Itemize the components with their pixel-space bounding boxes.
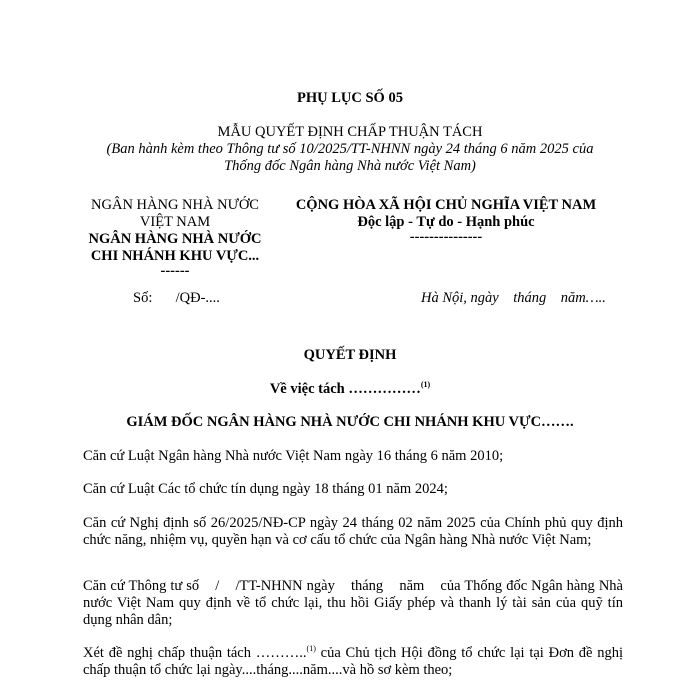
nation-divider: --------------- xyxy=(409,229,483,245)
subject-text: Về việc tách …………… xyxy=(269,381,421,397)
decision-title: QUYẾT ĐỊNH xyxy=(303,347,397,363)
agency-parent-line2: VIỆT NAM xyxy=(139,214,211,230)
form-subtitle-line2: Thống đốc Ngân hàng Nhà nước Việt Nam) xyxy=(224,158,476,174)
agency-divider: ------ xyxy=(160,263,190,279)
number-label: Số: xyxy=(133,290,153,306)
number-value: /QĐ-.... xyxy=(175,290,220,306)
form-title: MẪU QUYẾT ĐỊNH CHẤP THUẬN TÁCH xyxy=(217,124,483,140)
decision-issuer: GIÁM ĐỐC NGÂN HÀNG NHÀ NƯỚC CHI NHÁNH KHU VỰC……. xyxy=(126,414,574,430)
agency-branch-line2: CHI NHÁNH KHU VỰC... xyxy=(90,248,260,264)
agency-block xyxy=(75,197,275,277)
proposal-paragraph xyxy=(83,645,623,679)
proposal-part2: của Chủ tịch Hội đồng tổ chức lại tại Đơn đề nghị chấp thuận tổ chức lại ngày....tháng....năm....và hồ sơ kèm theo; xyxy=(83,645,624,678)
basis-law-credit: Căn cứ Luật Các tổ chức tín dụng ngày 18 tháng 01 năm 2024; xyxy=(83,481,448,497)
decision-subject xyxy=(0,381,700,398)
basis-decree: Căn cứ Nghị định số 26/2025/NĐ-CP ngày 24 tháng 02 năm 2025 của Chính phủ quy định chức năng, nhiệm vụ, quyền hạn và cơ cấu tổ chức của Ngân hàng Nhà nước Việt Nam; xyxy=(83,515,623,548)
proposal-note: (1) xyxy=(306,644,316,654)
agency-branch-line1: NGÂN HÀNG NHÀ NƯỚC xyxy=(88,231,262,247)
nation-name: CỘNG HÒA XÃ HỘI CHỦ NGHĨA VIỆT NAM xyxy=(295,197,597,213)
place-date: Hà Nội, ngày tháng năm….. xyxy=(421,290,606,306)
agency-parent-line1: NGÂN HÀNG NHÀ NƯỚC xyxy=(91,197,259,213)
nation-motto: Độc lập - Tự do - Hạnh phúc xyxy=(357,214,535,230)
form-subtitle-line1: (Ban hành kèm theo Thông tư số 10/2025/TT-NHNN ngày 24 tháng 6 năm 2025 của xyxy=(106,141,594,157)
basis-law-sbv: Căn cứ Luật Ngân hàng Nhà nước Việt Nam ngày 16 tháng 6 năm 2010; xyxy=(83,448,504,464)
subject-note: (1) xyxy=(420,380,431,390)
document-number xyxy=(133,290,220,307)
nation-block xyxy=(288,197,604,243)
basis-circular: Căn cứ Thông tư số / /TT-NHNN ngày tháng năm của Thống đốc Ngân hàng Nhà nước Việt Nam quy định về tổ chức lại, thu hồi Giấy phép và thanh lý tài sản của quỹ tín dụng nhân dân; xyxy=(83,578,627,628)
proposal-part1: Xét đề nghị chấp thuận tách ……….. xyxy=(83,645,307,661)
appendix-title: PHỤ LỤC SỐ 05 xyxy=(297,90,403,106)
